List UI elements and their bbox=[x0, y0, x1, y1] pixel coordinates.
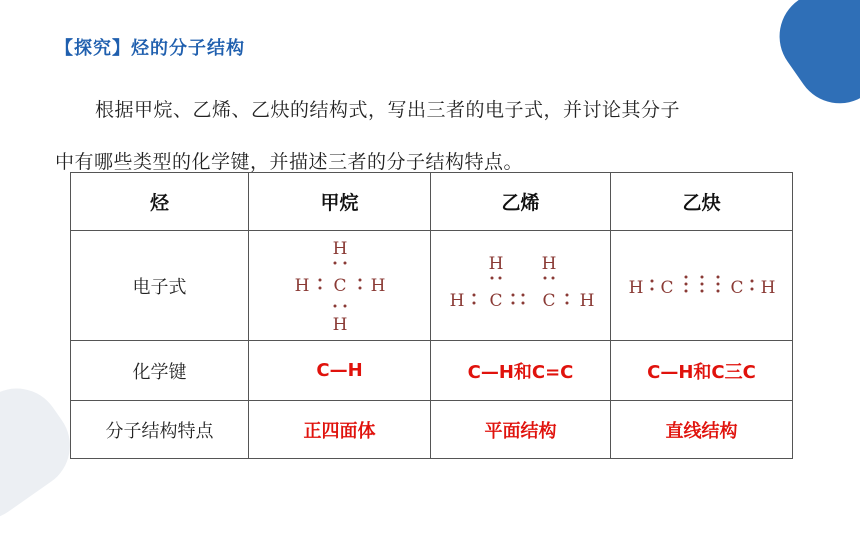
header-hydrocarbon: 烃 bbox=[71, 173, 249, 231]
table-row-electron-formula bbox=[71, 231, 793, 341]
row-label-electron-formula: 电子式 bbox=[71, 231, 249, 341]
table-row-chemical-bond bbox=[71, 341, 793, 401]
ethylene-c-right: C bbox=[541, 290, 556, 311]
ethylene-h-right: H bbox=[579, 290, 594, 311]
methane-h-bottom: H bbox=[332, 314, 347, 335]
ethylene-c-left: C bbox=[488, 290, 503, 311]
ethylene-h-top-right: H bbox=[541, 253, 556, 274]
hydrocarbon-table bbox=[70, 172, 793, 459]
ethylene-structure: 平面结构 bbox=[431, 401, 611, 459]
paragraph-line-2: 中有哪些类型的化学键，并描述三者的分子结构特点。 bbox=[55, 151, 524, 173]
methane-structure: 正四面体 bbox=[249, 401, 431, 459]
methane-h-top: H bbox=[332, 238, 347, 259]
acetylene-h-right: H bbox=[760, 277, 775, 298]
methane-h-right: H bbox=[370, 275, 385, 296]
ethylene-bond: C—H和C=C bbox=[431, 341, 611, 401]
header-acetylene: 乙炔 bbox=[611, 173, 793, 231]
methane-bond: C—H bbox=[249, 341, 431, 401]
paragraph-line-1: 根据甲烷、乙烯、乙炔的结构式，写出三者的电子式，并讨论其分子 bbox=[95, 99, 681, 121]
methane-lewis-structure bbox=[249, 231, 431, 341]
table-header-row bbox=[71, 173, 793, 231]
table-row-structure-feature bbox=[71, 401, 793, 459]
ethylene-h-left: H bbox=[449, 290, 464, 311]
header-methane: 甲烷 bbox=[249, 173, 431, 231]
ethylene-lewis-diagram bbox=[441, 251, 601, 321]
acetylene-lewis-structure bbox=[611, 231, 793, 341]
methane-c: C bbox=[332, 275, 347, 296]
header-ethylene: 乙烯 bbox=[431, 173, 611, 231]
acetylene-bond: C—H和C三C bbox=[611, 341, 793, 401]
acetylene-lewis-diagram bbox=[622, 266, 782, 306]
acetylene-structure: 直线结构 bbox=[611, 401, 793, 459]
section-heading: 【探究】烃的分子结构 bbox=[55, 38, 245, 59]
methane-lewis-diagram bbox=[280, 236, 400, 336]
acetylene-c-right: C bbox=[729, 277, 744, 298]
ethylene-h-top-left: H bbox=[488, 253, 503, 274]
acetylene-c-left: C bbox=[659, 277, 674, 298]
row-label-chemical-bond: 化学键 bbox=[71, 341, 249, 401]
methane-h-left: H bbox=[294, 275, 309, 296]
row-label-structure-feature: 分子结构特点 bbox=[71, 401, 249, 459]
acetylene-h-left: H bbox=[628, 277, 643, 298]
ethylene-lewis-structure bbox=[431, 231, 611, 341]
